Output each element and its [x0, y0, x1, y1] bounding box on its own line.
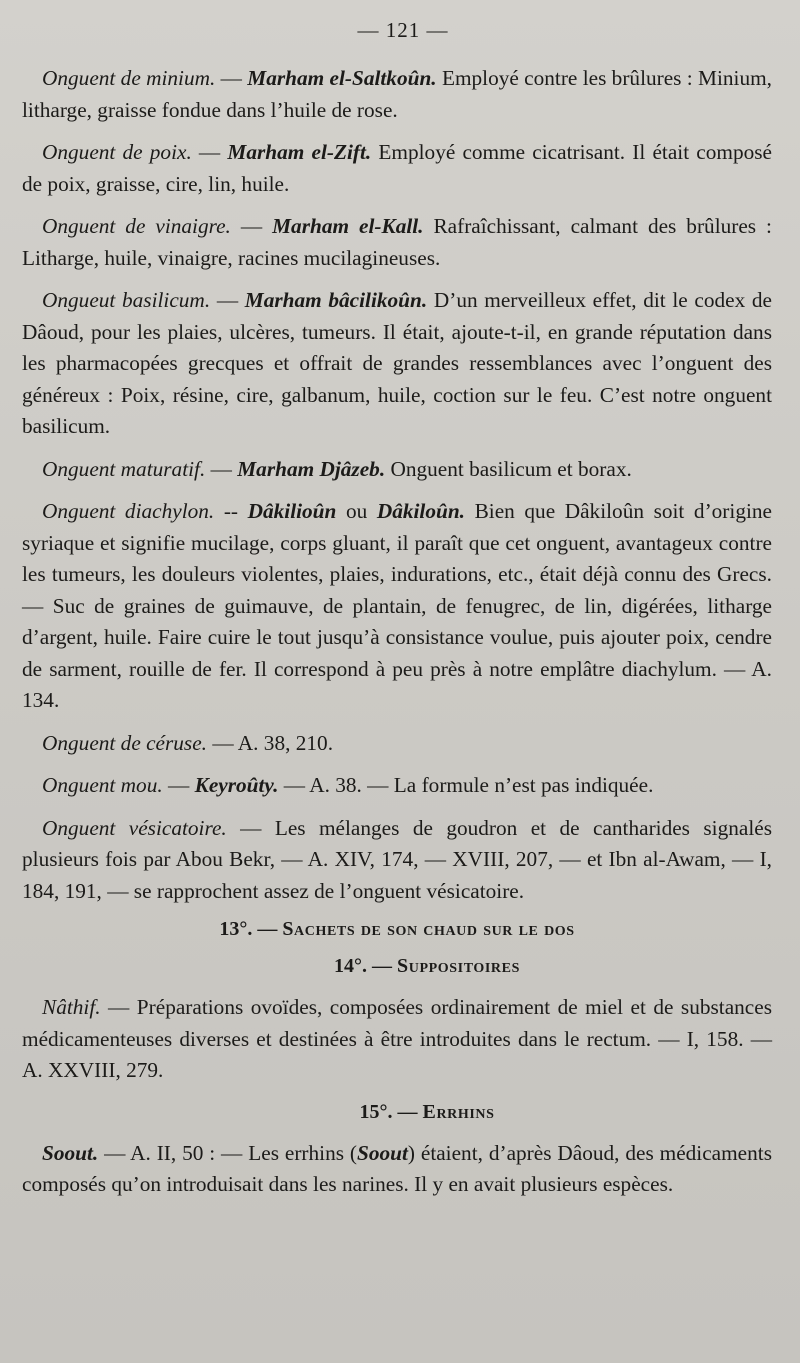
- entry-arabic-name: Marham bâcilikoûn.: [244, 288, 428, 312]
- section-number: 15°.: [359, 1100, 393, 1123]
- entry-arabic-name: Keyroûty.: [194, 773, 279, 797]
- entry-ceruse: [22, 728, 772, 760]
- entry-maturatif: [22, 454, 772, 486]
- entry-term-inline: Soout: [356, 1140, 408, 1165]
- entry-arabic-name: Marham el-Saltkoûn.: [247, 66, 437, 90]
- entry-term: Ongueut basilicum.: [42, 288, 211, 312]
- entry-vesicatoire: [22, 813, 772, 908]
- entry-vinaigre: [22, 211, 772, 274]
- section-number: 14°.: [334, 955, 368, 977]
- entry-text: Rafraîchissant, calmant des brûlures : Litharge, huile, vinaigre, racines mucilagineuses.: [22, 214, 772, 270]
- entry-term: Onguent de vinaigre.: [42, 214, 231, 238]
- section-heading-14: [22, 955, 772, 978]
- entry-separator: --: [214, 499, 248, 523]
- entry-arabic-name: Marham el-Zift.: [227, 140, 372, 164]
- entry-term: Onguent diachylon.: [42, 499, 215, 523]
- entry-separator: —: [215, 66, 248, 90]
- entry-mou: [22, 770, 772, 802]
- entry-text: — Préparations ovoïdes, composées ordinairement de miel et de substances médicamenteuses diverses et destinées à être introduites dans le rectum. — I, 158. — A. XXVIII, 279.: [22, 995, 772, 1082]
- entry-separator: —: [162, 773, 195, 797]
- entry-text: — A. 38, 210.: [207, 730, 334, 755]
- entry-poix: [22, 137, 772, 200]
- section-title: Sachets de son chaud sur le dos: [282, 918, 575, 940]
- section-dash: —: [252, 918, 283, 940]
- section-title: Suppositoires: [397, 955, 520, 977]
- entry-separator: —: [205, 456, 238, 481]
- entry-basilicum: [22, 285, 772, 443]
- section-title: Errhins: [422, 1100, 495, 1123]
- entry-minium: [22, 63, 772, 126]
- entry-term: Soout.: [42, 1140, 99, 1165]
- entry-separator: —: [191, 140, 228, 164]
- entry-diachylon: [22, 496, 772, 717]
- entry-separator: —: [210, 288, 245, 312]
- entry-text: ) étaient, d’après Dâoud, des médicaments composés qu’on introduisait dans les narines. Il y en avait plusieurs espèces.: [22, 1140, 772, 1196]
- entry-arabic-name: Marham el-Kall.: [272, 214, 424, 238]
- section-heading-13: [22, 918, 772, 941]
- entry-term: Onguent maturatif.: [42, 456, 206, 481]
- entry-text: — Les mélanges de goudron et de cantharides signalés plusieurs fois par Abou Bekr, — A. XIV, 174, — XVIII, 207, — et Ibn al-Awam, — I, 184, 191, — se rapprochent assez de l’onguent vésicatoire.: [22, 815, 772, 903]
- entry-arabic-name: Dâkilioûn: [247, 499, 337, 523]
- entry-term: Onguent de poix.: [42, 140, 192, 164]
- section-dash: —: [367, 955, 398, 977]
- entry-nathif: [22, 992, 772, 1087]
- entry-reference: — A. II, 50 : — Les errhins (: [98, 1140, 357, 1165]
- entry-text: Employé contre les brûlures : Minium, litharge, graisse fondue dans l’huile de rose.: [22, 66, 772, 122]
- entry-text: D’un merveilleux effet, dit le codex de Dâoud, pour les plaies, ulcères, tumeurs. Il était, ajoute-t-il, en grande réputation dans les pharmacopées grecques et offrait de grandes ressemblances avec l’onguent des généreux : Poix, résine, cire, galbanum, huile, coction sur le feu. C’est notre onguent basilicum.: [22, 288, 773, 438]
- entry-connector: ou: [336, 499, 377, 523]
- section-dash: —: [392, 1100, 423, 1123]
- entry-term: Nâthif.: [42, 995, 101, 1019]
- entry-soout: [22, 1138, 772, 1201]
- section-heading-15: [22, 1101, 772, 1124]
- entry-arabic-name-alt: Dâkiloûn.: [376, 499, 466, 523]
- entry-text: Bien que Dâkiloûn soit d’origine syriaque et signifie mucilage, corps gluant, il paraît que cet onguent, avantageux contre les tumeurs, les douleurs violentes, plaies, indurations, etc., était déjà connu des Grecs. — Suc de graines de guimauve, de plantain, de fenugrec, de lin, digérées, litharge d’argent, huile. Faire cuire le tout jusqu’à consistance voulue, puis ajouter poix, cendre de sarment, rouille de fer. Il correspond à peu près à notre emplâtre diachylum. — A. 134.: [22, 499, 772, 712]
- entry-text: — A. 38. — La formule n’est pas indiquée.: [278, 773, 654, 797]
- entry-text: Employé comme cicatrisant. Il était composé de poix, graisse, cire, lin, huile.: [22, 140, 772, 196]
- entry-text: Onguent basilicum et borax.: [385, 456, 632, 481]
- entry-term: Onguent de céruse.: [42, 730, 207, 755]
- entry-term: Onguent de minium.: [42, 66, 216, 90]
- entry-separator: —: [230, 214, 273, 238]
- page-number: — 121 —: [357, 18, 449, 42]
- entry-term: Onguent mou.: [42, 773, 163, 797]
- section-number: 13°.: [219, 918, 253, 940]
- entry-arabic-name: Marham Djâzeb.: [237, 456, 386, 481]
- entry-term: Onguent vésicatoire.: [42, 815, 227, 840]
